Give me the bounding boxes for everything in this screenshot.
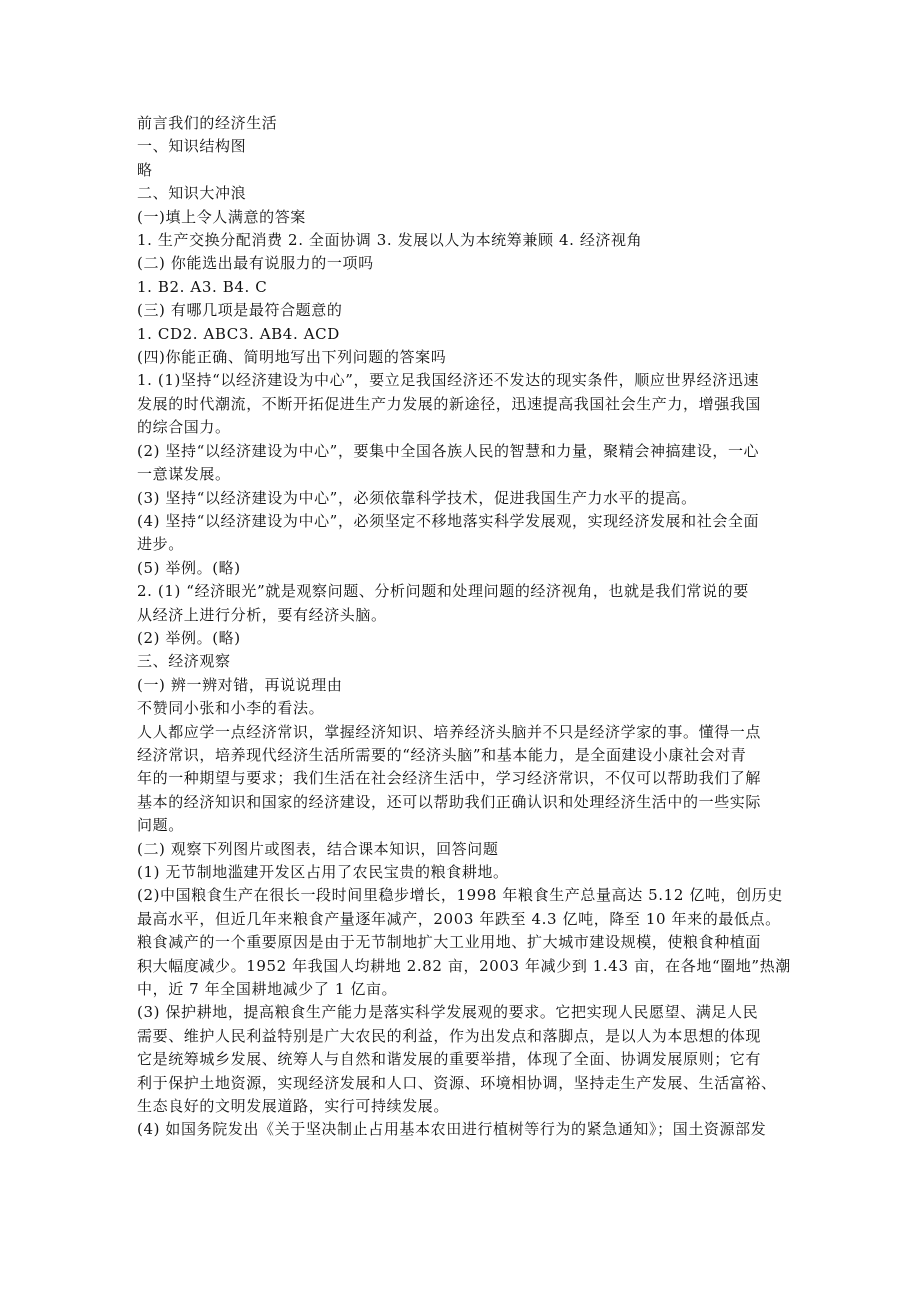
text-line: (2) 坚持“以经济建设为中心”，要集中全国各族人民的智慧和力量，聚精会神搞建设，一心: [137, 441, 760, 460]
answer-line: 1. 生产交换分配消费 2. 全面协调 3. 发展以人为本统筹兼顾 4. 经济视角: [137, 231, 643, 250]
text-line: (2) 举例。(略): [137, 628, 241, 647]
section-heading: 二、知识大冲浪: [137, 184, 247, 203]
text-line: (5) 举例。(略): [137, 558, 241, 577]
text-line: 发展的时代潮流，不断开拓促进生产力发展的新途径，迅速提高我国社会生产力，增强我国: [137, 394, 762, 413]
answer-line: 1. B2. A3. B4. C: [137, 277, 268, 296]
subsection-heading: (二) 你能选出最有说服力的一项吗: [137, 254, 374, 273]
text-line: 人人都应学一点经济常识，掌握经济知识、培养经济头脑并不只是经济学家的事。懂得一点: [137, 722, 762, 741]
text-line: 中，近 7 年全国耕地减少了 1 亿亩。: [137, 980, 398, 999]
section-heading: 三、经济观察: [137, 652, 231, 671]
text-line: 利于保护土地资源，实现经济发展和人口、资源、环境相协调，坚持走生产发展、生活富裕、: [137, 1073, 777, 1092]
text-line: (1) 无节制地滥建开发区占用了农民宝贵的粮食耕地。: [137, 863, 509, 881]
text-line: (3) 保护耕地，提高粮食生产能力是落实科学发展观的要求。它把实现人民愿望、满足人民: [137, 1003, 759, 1022]
document-body: [137, 112, 792, 1142]
text-line: (3) 坚持“以经济建设为中心”，必须依靠科学技术，促进我国生产力水平的提高。: [137, 488, 697, 507]
text-line: 它是统筹城乡发展、统筹人与自然和谐发展的重要举措，体现了全面、协调发展原则；它有: [137, 1050, 762, 1069]
text-line: (4) 坚持“以经济建设为中心”，必须坚定不移地落实科学发展观，实现经济发展和社会全面: [137, 511, 760, 530]
text-line: (2)中国粮食生产在很长一段时间里稳步增长，1998 年粮食生产总量高达 5.12 亿吨，创历史: [137, 886, 783, 905]
text-line: 最高水平，但近几年来粮食产量逐年减产，2003 年跌至 4.3 亿吨，降至 10 年来的最低点。: [137, 909, 781, 928]
text-line: 年的一种期望与要求；我们生活在社会经济生活中，学习经济常识，不仅可以帮助我们了解: [137, 769, 762, 788]
subsection-heading: (二) 观察下列图片或图表，结合课本知识，回答问题: [137, 839, 499, 858]
text-line: 进步。: [137, 535, 184, 554]
text-line: 从经济上进行分析，要有经济头脑。: [137, 605, 387, 624]
text-line: 2. (1) “经济眼光”就是观察问题、分析问题和处理问题的经济视角，也就是我们常说的要: [137, 582, 749, 601]
text-line: 需要、维护人民利益特别是广大农民的利益，作为出发点和落脚点，是以人为本思想的体现: [137, 1026, 762, 1045]
text-line: 问题。: [137, 816, 184, 835]
text-line: 的综合国力。: [137, 418, 231, 437]
text-line: 粮食减产的一个重要原因是由于无节制地扩大工业用地、扩大城市建设规模，使粮食种植面: [137, 933, 762, 952]
subsection-heading: (一) 辨一辨对错，再说说理由: [137, 675, 343, 694]
text-line: 一意谋发展。: [137, 465, 231, 484]
text-line: (4) 如国务院发出《关于坚决制止占用基本农田进行植树等行为的紧急通知》；国土资源部发: [137, 1120, 767, 1139]
answer-line: 1. CD2. ABC3. AB4. ACD: [137, 324, 340, 343]
text-line: 积大幅度减少。1952 年我国人均耕地 2.82 亩，2003 年减少到 1.43 亩，在各地“圈地”热潮: [137, 956, 791, 975]
text-line: 不赞同小张和小李的看法。: [137, 699, 325, 718]
text-line: 略: [137, 160, 153, 179]
subsection-heading: (一)填上令人满意的答案: [137, 207, 306, 226]
text-line: 1. (1)坚持“以经济建设为中心”，要立足我国经济还不发达的现实条件，顺应世界经济迅速: [137, 371, 760, 390]
subsection-heading: (三) 有哪几项是最符合题意的: [137, 301, 343, 320]
text-line: 经济常识，培养现代经济生活所需要的“经济头脑”和基本能力，是全面建设小康社会对青: [137, 745, 747, 764]
doc-title: 前言我们的经济生活: [137, 114, 278, 132]
subsection-heading: (四)你能正确、简明地写出下列问题的答案吗: [137, 348, 447, 367]
text-line: 基本的经济知识和国家的经济建设，还可以帮助我们正确认识和处理经济生活中的一些实际: [137, 792, 762, 811]
section-heading: 一、知识结构图: [137, 137, 247, 156]
text-line: 生态良好的文明发展道路，实行可持续发展。: [137, 1097, 450, 1116]
